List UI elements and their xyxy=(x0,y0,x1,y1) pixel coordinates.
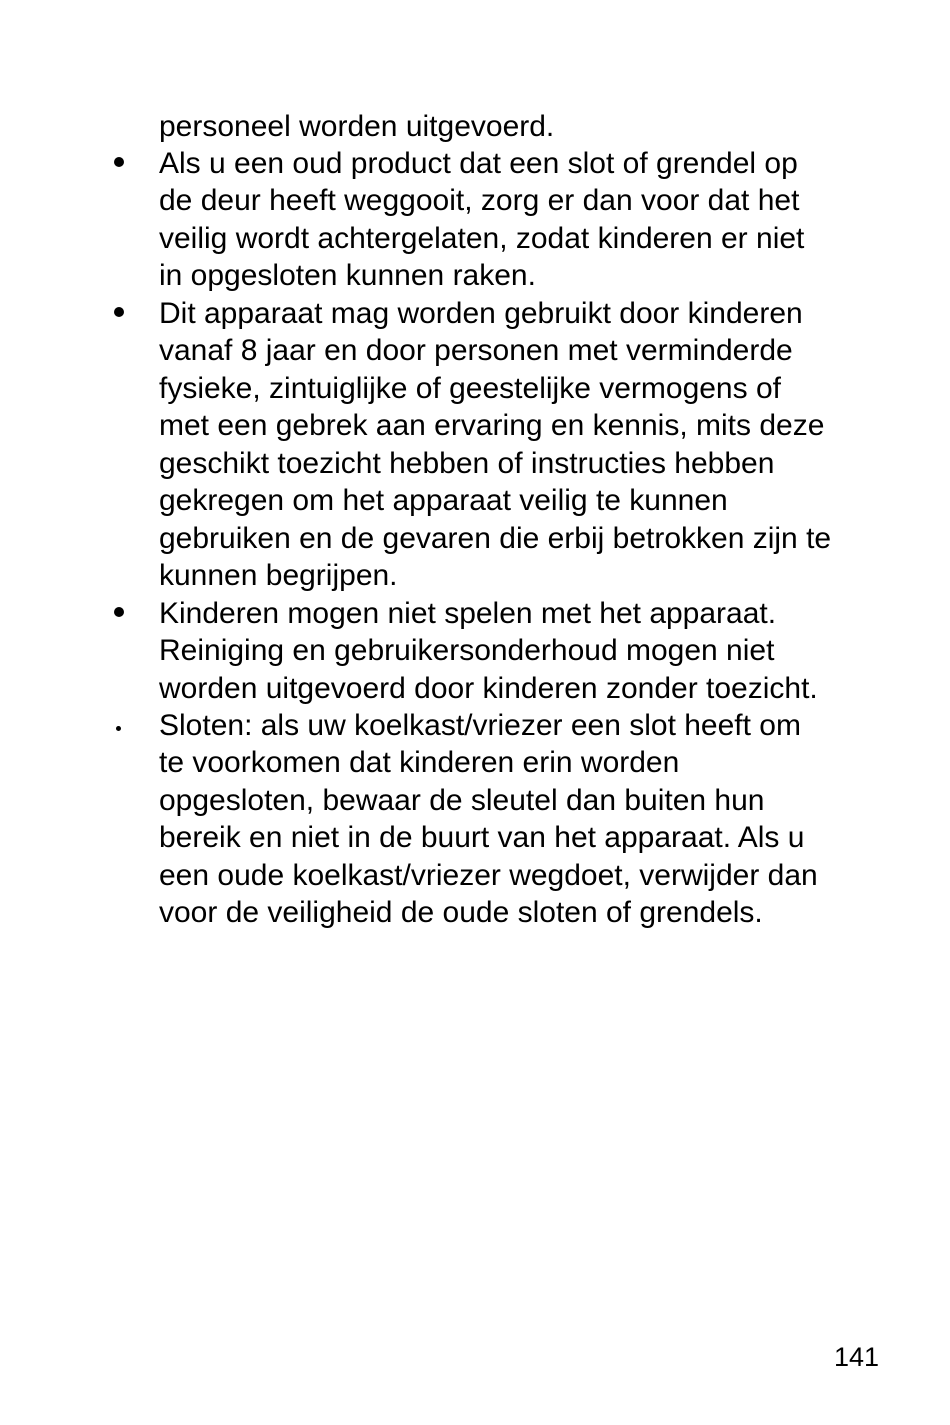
bullet-4-line-6: voor de veiligheid de oude sloten of grendels. xyxy=(159,896,763,929)
bullet-4-line-4: bereik en niet in de buurt van het apparaat. Als u xyxy=(159,821,805,854)
bullet-4-line-1: Sloten: als uw koelkast/vriezer een slot heeft om xyxy=(159,709,801,742)
bullet-2-line-7: gebruiken en de gevaren die erbij betrokken zijn te xyxy=(159,522,832,555)
bullet-1-line-4: in opgesloten kunnen raken. xyxy=(159,259,536,292)
bullet-1-line-1: Als u een oud product dat een slot of grendel op xyxy=(159,147,798,180)
bullet-3-line-3: worden uitgevoerd door kinderen zonder toezicht. xyxy=(159,672,818,705)
bullet-1-line-3: veilig wordt achtergelaten, zodat kinderen er niet xyxy=(159,222,805,255)
bullet-icon xyxy=(114,157,124,167)
bullet-icon xyxy=(114,607,124,617)
bullet-4-line-2: te voorkomen dat kinderen erin worden xyxy=(159,746,680,779)
bullet-2-line-2: vanaf 8 jaar en door personen met verminderde xyxy=(159,334,793,367)
bullet-icon xyxy=(116,726,121,731)
page-number: 141 xyxy=(834,1342,880,1372)
bullet-1-line-2: de deur heeft weggooit, zorg er dan voor dat het xyxy=(159,184,800,217)
bullet-2-line-8: kunnen begrijpen. xyxy=(159,559,398,592)
bullet-3-line-1: Kinderen mogen niet spelen met het apparaat. xyxy=(159,597,777,630)
bullet-3-line-2: Reiniging en gebruikersonderhoud mogen niet xyxy=(159,634,775,667)
bullet-2-line-5: geschikt toezicht hebben of instructies hebben xyxy=(159,447,775,480)
bullet-2-line-1: Dit apparaat mag worden gebruikt door kinderen xyxy=(159,297,803,330)
bullet-2-line-3: fysieke, zintuiglijke of geestelijke vermogens of xyxy=(159,372,781,405)
bullet-2-line-4: met een gebrek aan ervaring en kennis, mits deze xyxy=(159,409,825,442)
bullet-4-line-3: opgesloten, bewaar de sleutel dan buiten hun xyxy=(159,784,765,817)
bullet-icon xyxy=(114,307,124,317)
bullet-2-line-6: gekregen om het apparaat veilig te kunnen xyxy=(159,484,728,517)
continuation-line: personeel worden uitgevoerd. xyxy=(159,110,555,143)
bullet-4-line-5: een oude koelkast/vriezer wegdoet, verwijder dan xyxy=(159,859,818,892)
